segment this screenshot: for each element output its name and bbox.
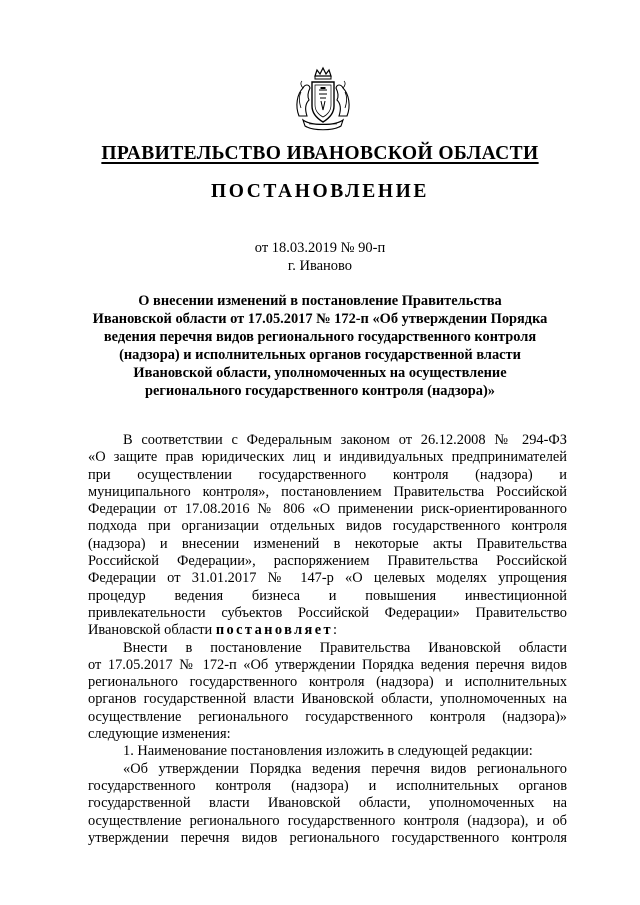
government-title	[0, 142, 640, 166]
body-line: органов государственной власти Ивановской области, уполномоченных на	[88, 691, 567, 708]
body-line: государственного контроля (надзора) и исполнительных органов	[88, 777, 567, 794]
body-line: Федерации от 31.01.2017 № 147-р «О целевых моделях упрощения	[88, 570, 567, 587]
document-subject	[78, 292, 562, 400]
subject-line: О внесении изменений в постановление Правительства	[138, 293, 502, 309]
decree-word: постановляет	[215, 622, 333, 639]
body-line-decree	[88, 622, 567, 639]
body-line-text: Ивановской области	[88, 622, 213, 639]
body-line: В соответствии с Федеральным законом от 26.12.2008 № 294-ФЗ	[123, 432, 567, 448]
subject-line: (надзора) и исполнительных органов государственной власти	[119, 347, 521, 363]
document-type: ПОСТАНОВЛЕНИЕ	[210, 181, 430, 202]
government-title-text: ПРАВИТЕЛЬСТВО ИВАНОВСКОЙ ОБЛАСТИ	[101, 143, 539, 164]
body-line: регионального государственного контроля (надзора) и исполнительных	[88, 674, 567, 691]
body-line: следующие изменения:	[88, 726, 231, 743]
body-line: привлекательности субъектов Российской Федерации» Правительство	[88, 604, 567, 621]
body-line: от 17.05.2017 № 172-п «Об утверждении Порядка ведения перечня видов	[88, 656, 567, 673]
subject-line: ведения перечня видов регионального государственного контроля	[103, 329, 537, 345]
body-line: подхода при организации отдельных видов государственного контроля	[88, 518, 567, 535]
body-line: при осуществлении государственного контроля (надзора) и	[88, 466, 567, 483]
body-line: Федерации от 17.08.2016 № 806 «О применении риск-ориентированного	[88, 501, 567, 518]
subject-line: Ивановской области от 17.05.2017 № 172-п «Об утверждении Порядка	[92, 311, 548, 327]
body-line: осуществление регионального государственного контроля (надзора), и об	[88, 812, 567, 829]
body-line: процедур ведения бизнеса и повышения инвестиционной	[88, 587, 567, 604]
document-body	[88, 432, 567, 847]
body-line: «О защите прав юридических лиц и индивидуальных предпринимателей	[88, 449, 567, 466]
body-line: Российской Федерации», распоряжением Правительства Российской	[88, 553, 567, 570]
subject-line: Ивановской области, уполномоченных на осуществление	[133, 365, 507, 381]
body-line: «Об утверждении Порядка ведения перечня видов регионального	[123, 760, 567, 777]
body-line: муниципального контроля», постановлением Правительства Российской	[88, 483, 567, 500]
subject-line: регионального государственного контроля (надзора)»	[145, 383, 495, 399]
document-date: от 18.03.2019 № 90-п	[254, 240, 386, 256]
decree-colon: :	[333, 622, 337, 639]
document-city: г. Иваново	[287, 258, 353, 274]
body-line: (надзора) и внесении изменений в некоторые акты Правительства	[88, 535, 567, 552]
coat-of-arms-icon	[293, 66, 353, 136]
body-line: осуществление регионального государственного контроля (надзора)»	[88, 708, 567, 725]
body-line: утверждении перечня видов регионального государственного контроля	[88, 829, 567, 846]
body-line: Внести в постановление Правительства Ивановской области	[123, 639, 567, 656]
body-line: 1. Наименование постановления изложить в следующей редакции:	[123, 743, 533, 760]
body-line: государственной власти Ивановской области, уполномоченных на	[88, 795, 567, 812]
